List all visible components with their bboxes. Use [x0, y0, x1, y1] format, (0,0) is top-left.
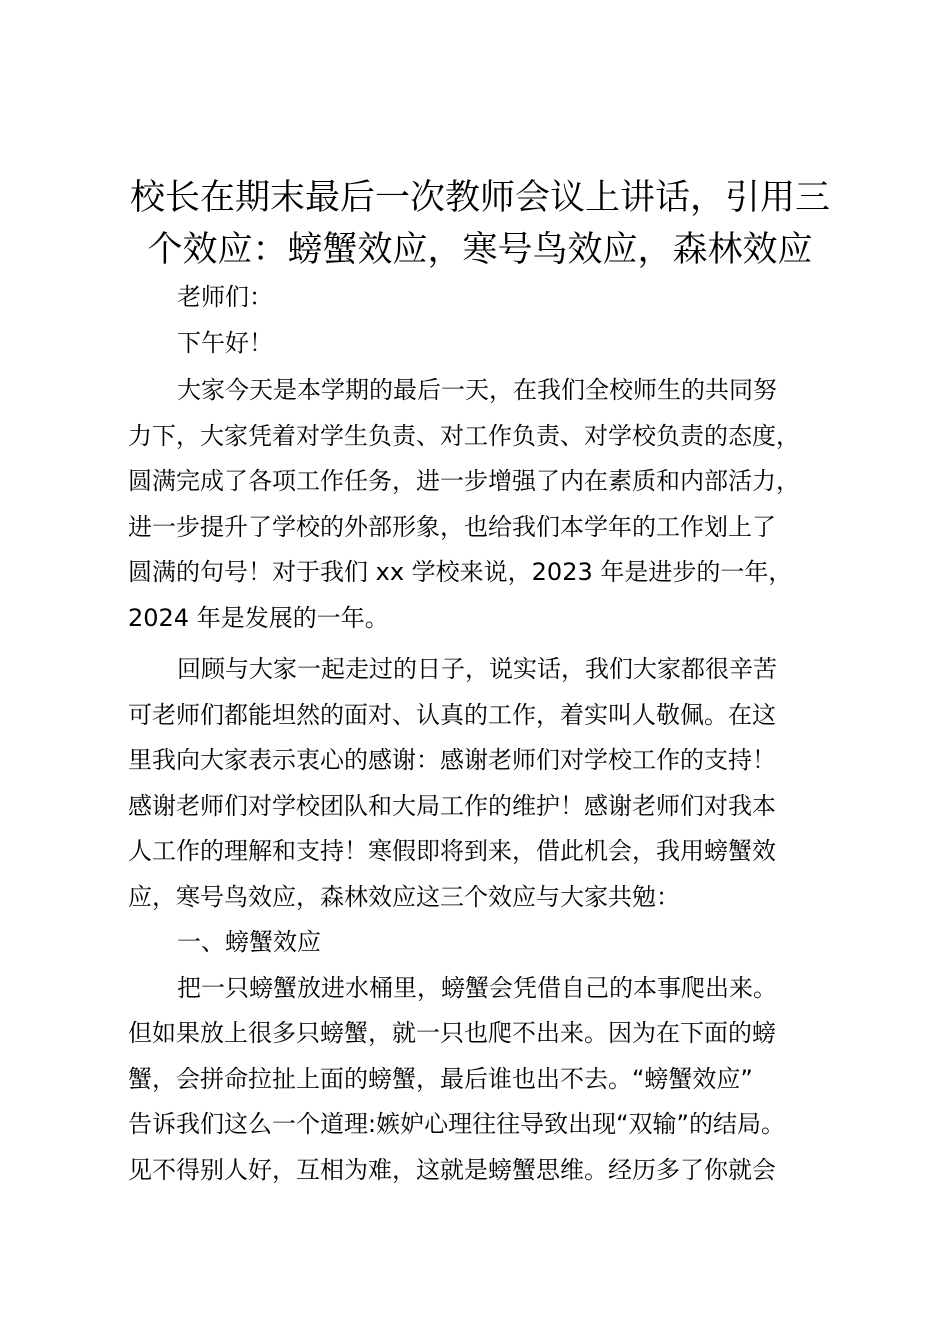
text-line: 人工作的理解和支持！寒假即将到来，借此机会，我用螃蟹效	[128, 837, 776, 865]
text-line: 感谢老师们对学校团队和大局工作的维护！感谢老师们对我本	[128, 791, 776, 820]
text-line: 把一只螃蟹放进水桶里，螃蟹会凭借自己的本事爬出来。	[177, 973, 777, 1002]
paragraph-semester-summary	[128, 368, 858, 641]
text-line: 进一步提升了学校的外部形象，也给我们本学年的工作划上了	[128, 512, 776, 541]
text-line: 蟹，会拼命拉扯上面的螃蟹，最后谁也出不去。“螃蟹效应”	[128, 1064, 753, 1093]
text-line: 圆满完成了各项工作任务，进一步增强了内在素质和内部活力，	[128, 467, 800, 495]
document-title	[110, 172, 850, 276]
text-line: 下午好！	[177, 328, 273, 357]
paragraph-thanks	[128, 647, 858, 920]
text-line: 老师们：	[177, 283, 273, 311]
text-line: 2024 年是发展的一年。	[128, 603, 389, 632]
title-line-1: 校长在期末最后一次教师会议上讲话，引用三	[129, 178, 830, 218]
text-line: 应，寒号鸟效应，森林效应这三个效应与大家共勉：	[128, 882, 680, 911]
text-line: 见不得别人好，互相为难，这就是螃蟹思维。经历多了你就会	[128, 1155, 776, 1184]
text-line: 但如果放上很多只螃蟹，就一只也爬不出来。因为在下面的螃	[128, 1019, 776, 1047]
text-line: 一、螃蟹效应	[177, 928, 321, 956]
paragraph-greeting	[128, 321, 858, 367]
text-line: 力下，大家凭着对学生负责、对工作负责、对学校负责的态度，	[128, 421, 800, 450]
document-body	[128, 275, 858, 1193]
text-line: 里我向大家表示衷心的感谢：感谢老师们对学校工作的支持！	[128, 746, 776, 774]
text-line: 可老师们都能坦然的面对、认真的工作，着实叫人敬佩。在这	[128, 700, 776, 729]
text-line: 圆满的句号！对于我们 xx 学校来说，2023 年是进步的一年，	[128, 558, 793, 586]
text-line: 大家今天是本学期的最后一天，在我们全校师生的共同努	[177, 376, 777, 404]
paragraph-salutation	[128, 275, 858, 321]
title-line-2: 个效应：螃蟹效应，寒号鸟效应，森林效应	[147, 230, 813, 270]
text-line: 告诉我们这么一个道理:嫉妒心理往往导致出现“双输”的结局。	[128, 1110, 785, 1138]
text-line: 回顾与大家一起走过的日子，说实话，我们大家都很辛苦	[177, 655, 777, 683]
section-heading-crab-effect	[128, 920, 858, 966]
paragraph-crab-effect	[128, 966, 858, 1194]
